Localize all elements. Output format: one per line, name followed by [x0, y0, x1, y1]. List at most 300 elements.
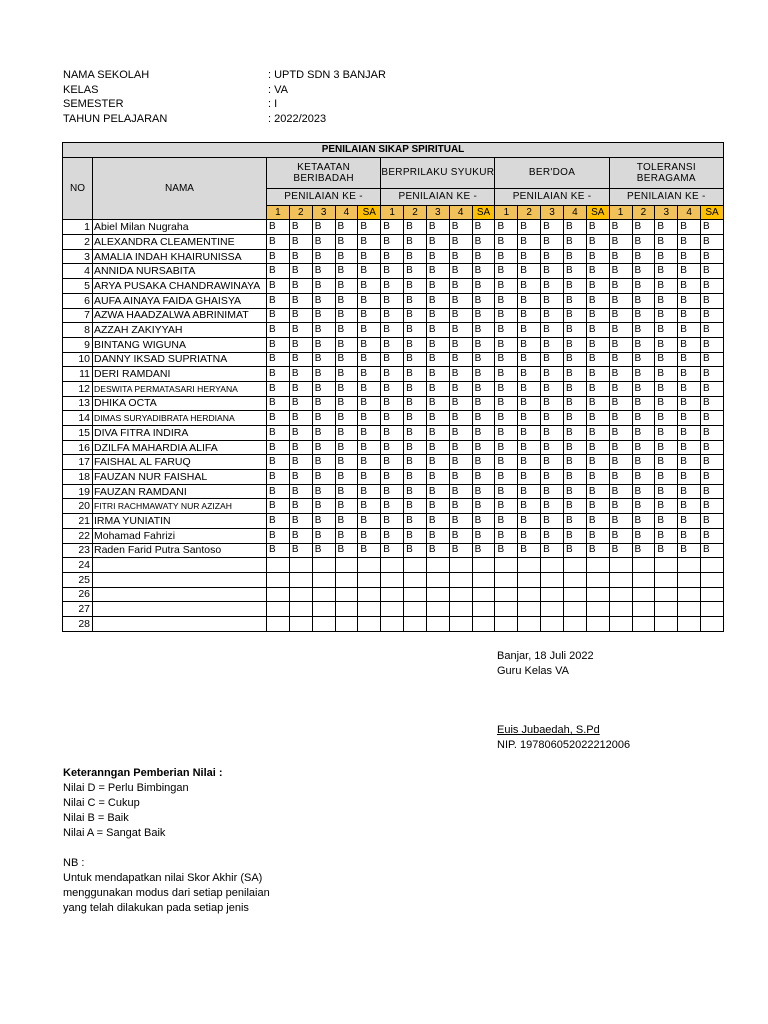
signer-role: Guru Kelas VA — [497, 665, 569, 677]
grade-cell: B — [289, 381, 312, 396]
grade-cell: B — [609, 381, 632, 396]
grade-cell: B — [312, 293, 335, 308]
grade-cell: B — [335, 249, 358, 264]
grade-cell: B — [655, 264, 678, 279]
grade-cell: B — [655, 470, 678, 485]
grade-cell — [358, 616, 381, 631]
grade-cell: B — [472, 426, 495, 441]
grade-cell: B — [632, 426, 655, 441]
grade-cell — [495, 587, 518, 602]
grade-cell: B — [632, 543, 655, 558]
grade-cell — [632, 572, 655, 587]
grade-note: Nilai A = Sangat Baik — [63, 827, 166, 839]
grade-cell: B — [289, 470, 312, 485]
grade-cell: B — [541, 279, 564, 294]
grade-cell: B — [404, 352, 427, 367]
grade-cell — [655, 602, 678, 617]
grade-cell — [335, 572, 358, 587]
grade-cell — [541, 602, 564, 617]
grade-cell: B — [701, 352, 724, 367]
grade-cell: B — [495, 455, 518, 470]
grade-cell — [609, 587, 632, 602]
aspect-header: BER'DOA — [495, 157, 609, 188]
grade-cell — [609, 602, 632, 617]
student-number: 26 — [63, 587, 93, 602]
student-name: DHIKA OCTA — [93, 396, 267, 411]
student-number: 9 — [63, 337, 93, 352]
grade-cell: B — [541, 337, 564, 352]
grade-cell — [678, 587, 701, 602]
grade-cell: B — [404, 440, 427, 455]
grade-cell — [632, 616, 655, 631]
student-number: 8 — [63, 323, 93, 338]
grade-cell: B — [312, 484, 335, 499]
grade-cell: B — [289, 235, 312, 250]
grade-cell: B — [358, 440, 381, 455]
student-row — [63, 323, 724, 338]
grade-cell — [358, 558, 381, 573]
grade-cell: B — [312, 249, 335, 264]
grade-cell: B — [426, 426, 449, 441]
grade-cell: B — [678, 470, 701, 485]
grade-cell: B — [678, 249, 701, 264]
grade-cell: B — [267, 352, 290, 367]
assessment-number-header: 1 — [267, 205, 290, 220]
grade-cell: B — [541, 440, 564, 455]
grade-cell: B — [541, 220, 564, 235]
grade-cell: B — [541, 235, 564, 250]
grade-cell: B — [381, 396, 404, 411]
student-name: ANNIDA NURSABITA — [93, 264, 267, 279]
grade-cell: B — [289, 396, 312, 411]
grade-cell: B — [381, 293, 404, 308]
grade-cell — [518, 587, 541, 602]
grade-cell: B — [609, 279, 632, 294]
grade-cell: B — [563, 367, 586, 382]
grade-cell: B — [358, 367, 381, 382]
grade-cell: B — [426, 499, 449, 514]
student-name: ARYA PUSAKA CHANDRAWINAYA — [93, 279, 267, 294]
grade-cell — [381, 616, 404, 631]
grade-cell: B — [335, 455, 358, 470]
grade-cell: B — [335, 264, 358, 279]
grade-cell: B — [381, 308, 404, 323]
grade-cell: B — [495, 367, 518, 382]
grade-cell: B — [404, 337, 427, 352]
grade-cell: B — [495, 543, 518, 558]
grade-cell: B — [472, 381, 495, 396]
grade-cell: B — [472, 499, 495, 514]
empty-row — [63, 616, 724, 631]
grade-cell: B — [586, 352, 609, 367]
signature-space — [497, 679, 630, 723]
student-number: 21 — [63, 514, 93, 529]
grade-cell: B — [541, 323, 564, 338]
student-row — [63, 484, 724, 499]
grade-cell — [267, 602, 290, 617]
grade-cell: B — [518, 499, 541, 514]
student-name — [93, 602, 267, 617]
grade-cell: B — [655, 426, 678, 441]
grade-cell: B — [541, 411, 564, 426]
grade-cell: B — [495, 396, 518, 411]
grade-cell: B — [381, 352, 404, 367]
student-number: 22 — [63, 528, 93, 543]
empty-row — [63, 587, 724, 602]
grade-cell: B — [586, 499, 609, 514]
grade-cell: B — [426, 337, 449, 352]
grade-cell: B — [358, 308, 381, 323]
grade-cell — [267, 587, 290, 602]
grade-cell — [449, 616, 472, 631]
grade-cell: B — [381, 264, 404, 279]
grade-cell: B — [267, 279, 290, 294]
grade-cell: B — [289, 337, 312, 352]
grade-cell: B — [701, 514, 724, 529]
grade-cell — [335, 558, 358, 573]
grade-cell: B — [586, 220, 609, 235]
grade-cell: B — [563, 455, 586, 470]
grade-cell: B — [381, 528, 404, 543]
student-row — [63, 411, 724, 426]
grade-cell: B — [358, 264, 381, 279]
grade-cell — [335, 587, 358, 602]
student-name: BINTANG WIGUNA — [93, 337, 267, 352]
grade-cell: B — [541, 528, 564, 543]
grade-cell: B — [426, 293, 449, 308]
grade-cell: B — [381, 381, 404, 396]
grade-cell — [426, 572, 449, 587]
table-head — [63, 143, 724, 220]
grade-cell: B — [701, 440, 724, 455]
grade-cell — [518, 616, 541, 631]
assessment-number-header: 4 — [449, 205, 472, 220]
grade-cell — [312, 572, 335, 587]
grade-cell: B — [312, 352, 335, 367]
student-name: DIMAS SURYADIBRATA HERDIANA — [93, 411, 267, 426]
grade-cell: B — [563, 514, 586, 529]
student-number: 6 — [63, 293, 93, 308]
grade-cell — [335, 616, 358, 631]
grade-cell: B — [358, 220, 381, 235]
grade-cell — [541, 558, 564, 573]
grade-cell: B — [495, 249, 518, 264]
grade-cell: B — [267, 249, 290, 264]
grade-cell: B — [335, 337, 358, 352]
assessment-number-header: 2 — [404, 205, 427, 220]
grade-cell — [541, 572, 564, 587]
grade-cell: B — [289, 352, 312, 367]
student-name: ALEXANDRA CLEAMENTINE — [93, 235, 267, 250]
signer-nip: NIP. 197806052022212006 — [497, 739, 631, 751]
grade-cell: B — [449, 440, 472, 455]
grade-cell — [312, 558, 335, 573]
grade-cell: B — [381, 455, 404, 470]
grade-cell: B — [289, 514, 312, 529]
grade-cell — [404, 616, 427, 631]
grade-cell: B — [655, 381, 678, 396]
grade-cell — [586, 558, 609, 573]
grade-cell — [449, 602, 472, 617]
grade-cell: B — [632, 470, 655, 485]
grade-cell: B — [312, 411, 335, 426]
grade-cell — [312, 587, 335, 602]
grade-cell: B — [358, 323, 381, 338]
grade-cell: B — [404, 543, 427, 558]
grade-cell: B — [426, 235, 449, 250]
grade-cell: B — [449, 220, 472, 235]
grade-cell: B — [449, 528, 472, 543]
grade-cell: B — [267, 411, 290, 426]
grade-cell: B — [632, 514, 655, 529]
grade-cell: B — [381, 440, 404, 455]
grade-cell — [404, 602, 427, 617]
grade-cell: B — [449, 293, 472, 308]
grade-cell: B — [289, 411, 312, 426]
grade-cell: B — [381, 543, 404, 558]
assessment-number-header: 4 — [678, 205, 701, 220]
grade-cell: B — [267, 293, 290, 308]
grade-cell: B — [472, 396, 495, 411]
grade-cell — [312, 602, 335, 617]
assessment-number-header: 3 — [541, 205, 564, 220]
grade-cell: B — [426, 323, 449, 338]
signature-block — [497, 649, 630, 753]
student-name: Mohamad Fahrizi — [93, 528, 267, 543]
grade-cell — [609, 558, 632, 573]
student-number: 27 — [63, 602, 93, 617]
grade-cell: B — [632, 367, 655, 382]
grade-cell: B — [381, 323, 404, 338]
grade-cell — [495, 602, 518, 617]
grade-cell: B — [655, 455, 678, 470]
grade-cell: B — [289, 323, 312, 338]
grade-cell — [267, 572, 290, 587]
student-row — [63, 367, 724, 382]
grade-cell: B — [541, 264, 564, 279]
assessment-number-header: 1 — [381, 205, 404, 220]
grade-cell: B — [472, 279, 495, 294]
grade-cell: B — [358, 528, 381, 543]
grade-cell: B — [678, 323, 701, 338]
grade-cell: B — [312, 528, 335, 543]
grade-cell: B — [449, 426, 472, 441]
grade-cell: B — [404, 484, 427, 499]
grade-cell: B — [563, 396, 586, 411]
grade-cell: B — [267, 337, 290, 352]
grade-cell: B — [335, 543, 358, 558]
grade-cell: B — [472, 249, 495, 264]
grade-cell: B — [701, 528, 724, 543]
grade-cell: B — [358, 396, 381, 411]
grade-cell: B — [678, 499, 701, 514]
grade-cell — [586, 616, 609, 631]
grade-cell: B — [495, 279, 518, 294]
grade-cell: B — [267, 455, 290, 470]
grade-cell — [449, 572, 472, 587]
grade-cell: B — [632, 352, 655, 367]
student-number: 14 — [63, 411, 93, 426]
grade-cell — [358, 572, 381, 587]
grade-cell: B — [381, 499, 404, 514]
grade-cell — [404, 572, 427, 587]
grade-cell: B — [541, 293, 564, 308]
grade-cell: B — [518, 514, 541, 529]
grade-cell: B — [609, 293, 632, 308]
grade-cell: B — [541, 426, 564, 441]
final-score-header: SA — [586, 205, 609, 220]
grade-cell: B — [289, 367, 312, 382]
grade-cell — [541, 616, 564, 631]
table-body — [63, 220, 724, 631]
grade-cell: B — [678, 367, 701, 382]
grade-cell — [586, 572, 609, 587]
grade-cell: B — [678, 455, 701, 470]
grade-cell: B — [518, 279, 541, 294]
info-value: : UPTD SDN 3 BANJAR — [268, 69, 386, 81]
grade-cell: B — [678, 381, 701, 396]
grade-cell: B — [449, 411, 472, 426]
grade-cell: B — [655, 279, 678, 294]
grade-cell: B — [426, 279, 449, 294]
grade-cell: B — [586, 426, 609, 441]
grade-cell: B — [586, 455, 609, 470]
grade-cell — [701, 602, 724, 617]
grade-cell: B — [267, 367, 290, 382]
grade-cell: B — [312, 323, 335, 338]
grade-cell: B — [404, 426, 427, 441]
grade-cell: B — [701, 367, 724, 382]
grade-cell: B — [563, 249, 586, 264]
grade-cell: B — [518, 264, 541, 279]
grade-cell: B — [289, 543, 312, 558]
grade-cell: B — [495, 308, 518, 323]
grade-cell: B — [472, 543, 495, 558]
grade-cell: B — [472, 484, 495, 499]
grade-cell — [449, 558, 472, 573]
student-row — [63, 352, 724, 367]
grade-cell: B — [495, 499, 518, 514]
grade-cell: B — [335, 323, 358, 338]
grade-cell: B — [563, 499, 586, 514]
grade-cell: B — [267, 396, 290, 411]
grade-cell: B — [518, 367, 541, 382]
grade-cell — [678, 572, 701, 587]
student-number: 25 — [63, 572, 93, 587]
grade-cell: B — [449, 264, 472, 279]
grade-cell: B — [518, 352, 541, 367]
grade-cell: B — [289, 440, 312, 455]
grade-cell: B — [335, 308, 358, 323]
grade-cell: B — [518, 455, 541, 470]
grade-cell — [289, 602, 312, 617]
info-row-year — [63, 112, 386, 127]
grade-cell: B — [541, 470, 564, 485]
grade-cell: B — [449, 367, 472, 382]
grade-cell — [495, 616, 518, 631]
grade-cell: B — [701, 484, 724, 499]
grade-cell: B — [404, 293, 427, 308]
grade-cell: B — [563, 220, 586, 235]
grade-cell: B — [609, 249, 632, 264]
student-name: FAUZAN NUR FAISHAL — [93, 470, 267, 485]
student-name — [93, 572, 267, 587]
student-name — [93, 616, 267, 631]
assessment-number-header: 3 — [426, 205, 449, 220]
grade-cell — [701, 587, 724, 602]
empty-row — [63, 558, 724, 573]
grade-cell: B — [563, 426, 586, 441]
grade-cell: B — [563, 352, 586, 367]
grade-cell: B — [381, 235, 404, 250]
grade-cell — [563, 572, 586, 587]
grade-cell: B — [472, 323, 495, 338]
grade-cell: B — [495, 470, 518, 485]
grade-cell — [518, 572, 541, 587]
grade-cell: B — [312, 264, 335, 279]
grade-cell: B — [358, 337, 381, 352]
grade-cell: B — [495, 514, 518, 529]
grade-cell: B — [609, 235, 632, 250]
grade-cell: B — [609, 499, 632, 514]
info-label: TAHUN PELAJARAN — [63, 112, 168, 125]
grade-cell: B — [518, 411, 541, 426]
grade-cell: B — [495, 293, 518, 308]
grade-cell — [518, 602, 541, 617]
grade-cell: B — [678, 308, 701, 323]
grade-cell: B — [563, 235, 586, 250]
grade-cell: B — [335, 367, 358, 382]
grade-cell — [518, 558, 541, 573]
grade-cell — [381, 587, 404, 602]
grade-cell — [563, 616, 586, 631]
grade-cell: B — [518, 381, 541, 396]
grade-cell: B — [312, 381, 335, 396]
student-row — [63, 396, 724, 411]
grade-cell: B — [426, 470, 449, 485]
grade-cell: B — [449, 249, 472, 264]
grade-cell: B — [267, 308, 290, 323]
grade-cell: B — [404, 381, 427, 396]
grade-cell: B — [267, 323, 290, 338]
grade-cell: B — [541, 396, 564, 411]
grade-cell: B — [518, 440, 541, 455]
grade-cell: B — [449, 235, 472, 250]
grade-cell: B — [609, 396, 632, 411]
grade-cell: B — [701, 264, 724, 279]
grade-cell: B — [358, 455, 381, 470]
grade-cell: B — [426, 484, 449, 499]
grade-cell: B — [586, 235, 609, 250]
grade-cell — [678, 602, 701, 617]
grade-cell: B — [518, 543, 541, 558]
nb-label: NB : — [63, 857, 85, 869]
final-score-header: SA — [358, 205, 381, 220]
grade-cell: B — [426, 308, 449, 323]
grade-cell: B — [586, 279, 609, 294]
grade-cell: B — [426, 528, 449, 543]
grade-cell: B — [541, 249, 564, 264]
grade-cell: B — [541, 484, 564, 499]
grade-cell: B — [289, 528, 312, 543]
grade-cell: B — [655, 220, 678, 235]
info-label: SEMESTER — [63, 98, 124, 111]
grade-note: Nilai C = Cukup — [63, 797, 140, 809]
grade-cell — [472, 572, 495, 587]
grade-cell: B — [312, 367, 335, 382]
grade-cell: B — [586, 381, 609, 396]
grade-cell: B — [701, 337, 724, 352]
